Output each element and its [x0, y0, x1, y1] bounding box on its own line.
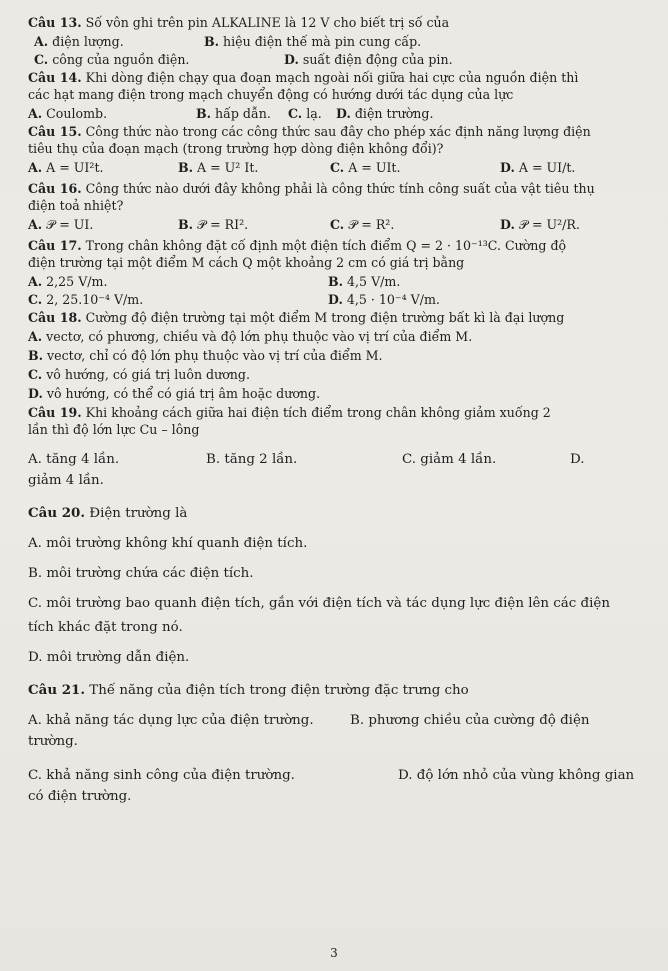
option-a[interactable]: A. vectơ, có phương, chiều và độ lớn phụ thuộc vào vị trí của điểm M.: [28, 329, 473, 344]
question-text-cont: các hạt mang điện trong mạch chuyển động có hướng dưới tác dụng của lực: [28, 87, 514, 102]
question-19: [28, 404, 640, 438]
question-text: Công thức nào trong các công thức sau đây cho phép xác định năng lượng điện: [85, 124, 591, 139]
question-text-cont: điện trường tại một điểm M cách Q một khoảng 2 cm có giá trị bằng: [28, 255, 465, 270]
option-d-cont: có điện trường.: [28, 789, 132, 804]
option-a[interactable]: A. A = UI²t.: [28, 160, 104, 175]
option-a[interactable]: A. Coulomb.: [28, 106, 108, 121]
option-b[interactable]: B. hấp dẫn.: [196, 106, 271, 121]
option-d[interactable]: D. suất điện động của pin.: [284, 52, 453, 67]
question-text-cont: tiêu thụ của đoạn mạch (trong trường hợp dòng điện không đổi)?: [28, 141, 444, 156]
question-label: Câu 17.: [28, 238, 82, 253]
option-d[interactable]: D. vô hướng, có thể có giá trị âm hoặc dương.: [28, 386, 321, 401]
option-a[interactable]: A. 2,25 V/m.: [28, 274, 108, 289]
question-text: Khi khoảng cách giữa hai điện tích điểm trong chân không giảm xuống 2: [85, 405, 551, 420]
option-d[interactable]: D. 𝒫 = U²/R.: [500, 217, 580, 232]
option-a[interactable]: A. khả năng tác dụng lực của điện trường.: [28, 713, 314, 728]
question-text: Số vôn ghi trên pin ALKALINE là 12 V cho biết trị số của: [85, 15, 450, 30]
question-label: Câu 21.: [28, 682, 86, 698]
question-21: [28, 680, 640, 701]
q16-options: [28, 216, 640, 233]
question-text: Công thức nào dưới đây không phải là công thức tính công suất của vật tiêu thụ: [85, 181, 595, 196]
q21-options-row-2: [28, 766, 640, 786]
option-c[interactable]: C. 𝒫 = R².: [330, 217, 395, 232]
question-label: Câu 13.: [28, 15, 82, 30]
q19-options: [28, 450, 640, 470]
option-c[interactable]: C. lạ.: [288, 106, 322, 121]
q17-options-row-2: [28, 291, 640, 308]
option-d[interactable]: D. A = UI/t.: [500, 160, 576, 175]
lower-section: [28, 450, 640, 807]
q15-options: [28, 159, 640, 176]
q21-options-row-1: [28, 711, 640, 731]
question-text-cont: điện toả nhiệt?: [28, 198, 124, 213]
option-b[interactable]: B. phương chiều của cường độ điện: [350, 713, 590, 728]
q17-options-row-1: [28, 273, 640, 290]
question-15: [28, 123, 640, 157]
q14-options: [28, 105, 640, 122]
q13-options-row-2: [28, 51, 640, 68]
question-text: Điện trường là: [89, 506, 188, 521]
question-label: Câu 18.: [28, 310, 82, 325]
option-b-cont: trường.: [28, 734, 78, 749]
option-d[interactable]: D. độ lớn nhỏ của vùng không gian: [398, 768, 635, 783]
option-b[interactable]: B. hiệu điện thế mà pin cung cấp.: [204, 34, 422, 49]
option-c[interactable]: C. 2, 25.10⁻⁴ V/m.: [28, 292, 144, 307]
option-c[interactable]: C. giảm 4 lần.: [402, 452, 497, 467]
option-b[interactable]: B. 4,5 V/m.: [328, 274, 401, 289]
question-label: Câu 14.: [28, 70, 82, 85]
question-16: [28, 180, 640, 214]
option-d[interactable]: D. môi trường dẫn điện.: [28, 650, 190, 665]
question-13: [28, 14, 640, 31]
option-a[interactable]: A. điện lượng.: [34, 34, 124, 49]
question-text: Cường độ điện trường tại một điểm M trong điện trường bất kì là đại lượng: [85, 310, 565, 325]
question-17: [28, 237, 640, 271]
option-d-cont: giảm 4 lần.: [28, 473, 104, 488]
option-b[interactable]: B. 𝒫 = RI².: [178, 217, 249, 232]
page-number: 3: [330, 946, 338, 960]
option-c[interactable]: C. khả năng sinh công của điện trường.: [28, 768, 295, 783]
option-c[interactable]: C. công của nguồn điện.: [34, 52, 190, 67]
option-d[interactable]: D. điện trường.: [336, 106, 434, 121]
option-c[interactable]: C. vô hướng, có giá trị luôn dương.: [28, 367, 250, 382]
option-d[interactable]: D.: [570, 452, 585, 467]
q13-options-row-1: [28, 33, 640, 50]
question-text: Trong chân không đặt cố định một điện tích điểm Q = 2 · 10⁻¹³C. Cường độ: [85, 238, 567, 253]
option-d[interactable]: D. 4,5 · 10⁻⁴ V/m.: [328, 292, 440, 307]
question-text: Khi dòng điện chạy qua đoạn mạch ngoài nối giữa hai cực của nguồn điện thì: [85, 70, 579, 85]
question-18: [28, 309, 640, 326]
option-b[interactable]: B. tăng 2 lần.: [206, 452, 298, 467]
question-label: Câu 19.: [28, 405, 82, 420]
question-text-cont: lần thì độ lớn lực Cu – lông: [28, 422, 200, 437]
option-c-cont: tích khác đặt trong nó.: [28, 620, 183, 635]
question-20: [28, 503, 640, 524]
option-b[interactable]: B. môi trường chứa các điện tích.: [28, 566, 254, 581]
option-b[interactable]: B. vectơ, chỉ có độ lớn phụ thuộc vào vị trí của điểm M.: [28, 348, 383, 363]
question-14: [28, 69, 640, 103]
option-c[interactable]: C. A = UIt.: [330, 160, 401, 175]
option-a[interactable]: A. môi trường không khí quanh điện tích.: [28, 536, 308, 551]
option-c[interactable]: C. môi trường bao quanh điện tích, gắn với điện tích và tác dụng lực điện lên các điện: [28, 596, 610, 611]
question-label: Câu 15.: [28, 124, 82, 139]
option-a[interactable]: A. 𝒫 = UI.: [28, 217, 94, 232]
question-text: Thế năng của điện tích trong điện trường đặc trưng cho: [89, 683, 469, 698]
question-label: Câu 16.: [28, 181, 82, 196]
option-b[interactable]: B. A = U² It.: [178, 160, 259, 175]
option-a[interactable]: A. tăng 4 lần.: [28, 452, 120, 467]
question-label: Câu 20.: [28, 505, 86, 521]
